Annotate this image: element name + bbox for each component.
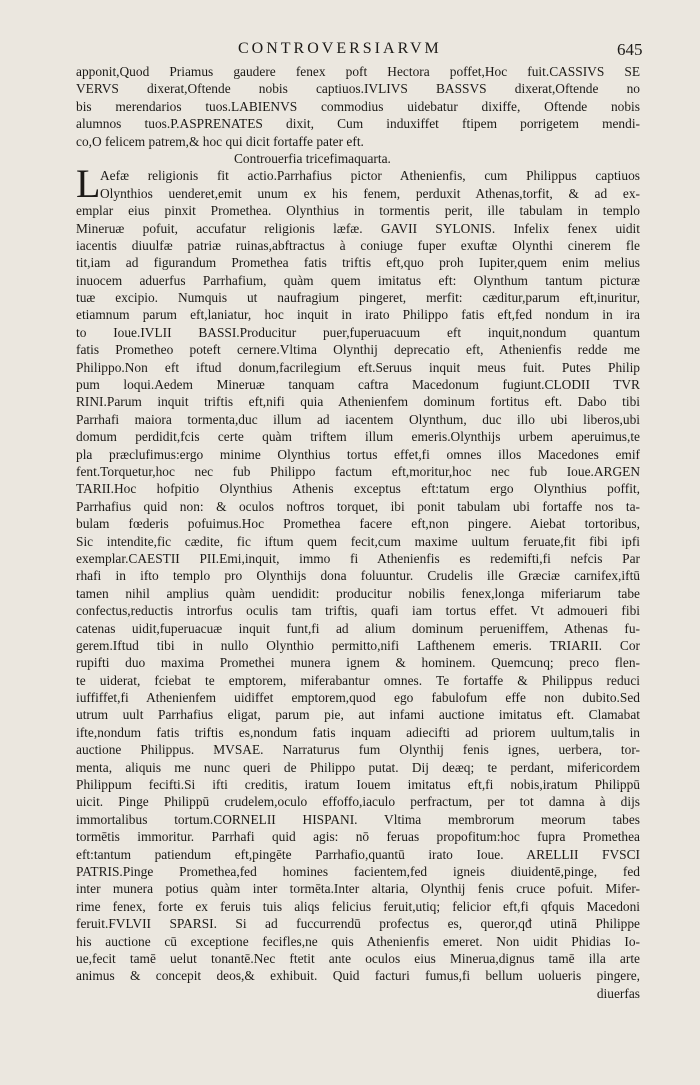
drop-cap: L <box>76 161 101 207</box>
text-line: auctione Philippus. MVSAE. Narraturus fum Olynthij fenis ignes, uerbera, tor- <box>76 742 640 758</box>
running-head: CONTROVERSIARVM <box>238 40 442 57</box>
text-line: co,O felicem patrem,& hoc qui dicit fortaffe pater eft. <box>76 133 364 149</box>
text-line: etiamnum parum eft,laniatur, hoc inquit in irato Philippo fatis eft,fed nondum in ira <box>76 307 640 323</box>
text-line: immortalibus tortum.CORNELII HISPANI. Vltima membrorum meorum tabes <box>76 811 640 827</box>
text-line: fatis Prometheo poteft cernere.Vltima Olynthij deprecatio eft, Athenienfis redde me <box>76 342 640 358</box>
text-line: Philippo.Non eft iftud donum,facrilegium eft.Seruus inquit meus fuit. Putes Philip <box>76 359 640 375</box>
text-line: gerem.Iftud tibi in nullo Olynthio permitto,nifi Lafthenem emeris. TRIARII. Cor <box>76 637 640 653</box>
text-line: inuocem aduerfus Parrhafium, quàm quem imitatus eft: Olynthum tantum picturæ <box>76 272 640 288</box>
text-line: ifte,nondum fatis triftis es,nondum fatis inquam adiecifti ad priorem uultum,talis in <box>76 724 640 740</box>
text-line: eft:tantum patiendum eft,pingēte Parrhafio,quantū irato Ioue. ARELLII FVSCI <box>76 846 640 862</box>
text-line: pla præclufimus:ergo minime Olynthius tortus effet,fi omnes illos Macedones emif <box>76 446 640 462</box>
text-line: feruit.FVLVII SPARSI. Si ad fuccurrendū profectus es, queror,qđ utinā Philippe <box>76 916 640 932</box>
text-line: uicit. Pinge Philippū crudelem,oculo effoffo,iaculo perfractum, per tot damna à dijs <box>76 794 640 810</box>
text-line: tamen nihil amplius quàm uendidit: producitur nobilis fenex,longa miferiarum tabe <box>76 585 640 601</box>
text-line: te uiderat, fciebat te emptorem, miferabantur omnes. Te fortaffe & Philippus reduci <box>76 672 640 688</box>
text-line: exemplar.CAESTII PII.Emi,inquit, immo fi Athenienfis es redemifti,fi nefcis Par <box>76 550 640 566</box>
text-line: rime fenex, forte ex feruis tuis aliqs felicius feruit,utiq; felicior eft,fi qfquis Macedoni <box>76 898 640 914</box>
page-number: 645 <box>617 40 643 59</box>
text-line: PATRIS.Pinge Promethea,fed homines facientem,fed igneis diuidentē,pinge, fed <box>76 863 640 879</box>
paragraph-lines <box>76 202 640 1002</box>
text-line: animus & concepit deos,& exhibuit. Quid facturi fumus,fi bellum uolueris pingere, <box>76 968 640 984</box>
text-line: Aefæ religionis fit actio.Parrhafius pictor Athenienfis, cum Philippus captiuos <box>100 168 640 184</box>
text-line: confectus,reductis introrfus oculis tam triftis, quafi iam tortus effet. Vt admoueri fibi <box>76 603 640 619</box>
text-line: Sic intendite,fic cædite, fic iftum quem fecit,cum maxime uultum feruate,fit fibi ipfi <box>76 533 640 549</box>
text-line: rupifti duo maxima Promethei munera ignem & hominem. Quemcunq; preco flen- <box>76 655 640 671</box>
text-line: iuffiffet,fi Athenienfem uidiffet emptorem,quod ego fabulofum effe non dubito.Sed <box>76 690 640 706</box>
text-line: TARII.Hoc hofpitio Olynthius Athenis exceptus eft:tatum ergo Olynthius poffit, <box>76 481 640 497</box>
text-line: catenas uidit,fuperuacuæ inquit funt,fi ad alium dominum perueniffem, Athenas fu- <box>76 620 640 636</box>
text-line: bis merendarios tuos.LABIENVS commodius uidebatur dixiffe, Oftende nobis <box>76 98 640 114</box>
body-text <box>76 63 640 1002</box>
text-line: rhafi in ifto templo pro Olynthijs dona foluuntur. Crudelis ille Græciæ carnifex,iftū <box>76 568 640 584</box>
text-line: apponit,Quod Priamus gaudere fenex poft Hectora poffet,Hoc fuit.CASSIVS SE <box>76 64 640 79</box>
text-line: Parrhafius quid non: & oculos noftros torquet, ibi ponit tabulam ubi fortaffe nos ta- <box>76 498 640 514</box>
text-line: tormētis immoritur. Parrhafi quid agis: nō feruas propofitum:hoc fupra Promethea <box>76 829 640 845</box>
text-line: menta, aliquis me nunc queri de Philippo putat. Dij deæq; te perdant, mifericordem <box>76 759 640 775</box>
text-line: RINI.Parum inquit triftis eft,nifi quia Athenienfem dominum fortitus eft. Dabo tibi <box>76 394 640 410</box>
text-line: inter munera potius quàm inter tormēta.Inter altaria, Olynthij fenis cruce pofuit. Mifer- <box>76 881 640 897</box>
text-line: tuæ excipio. Numquis ut naufragium pingeret, merfit: cæditur,parum eft,inuritur, <box>76 290 640 306</box>
text-line: Olynthios uenderet,emit unum ex his fenem, perduxit Athenas,torfit, & ad ex- <box>100 185 640 201</box>
text-line: his auctione cū exceptione fecifles,ne quis Athenienfis emeret. Non uidit Phidias Io- <box>76 933 640 949</box>
section-heading: Controuerfia tricefimaquarta. <box>234 150 391 166</box>
drop-cap-lines <box>76 161 640 207</box>
text-line: ue,fecit tamē uelut tonantē.Nec ftetit ante oculos eius Minerua,dignus tamē illa arte <box>76 950 640 966</box>
text-line: utrum uult Parrhafius eligat, parum pie, aut infami auctione imitatus eft. Clamabat <box>76 707 640 723</box>
text-line: domum perdidit,fcis certe quàm triftem illum emeris.Olynthijs urbem aperuimus,te <box>76 429 640 445</box>
text-line: tit,iam ad figurandum Promethea fatis triftis eft,quo proh Iupiter,quem enim melius <box>76 255 640 271</box>
intro-paragraph <box>76 63 640 150</box>
text-line: alumnos tuos.P.ASPRENATES dixit, Cum induxiffet ftipem porrigetem mendi- <box>76 116 640 132</box>
text-line: to Ioue.IVLII BASSI.Producitur puer,fuperuacuum eft inquit,nondum quantum <box>76 324 640 340</box>
text-line: iacentis diuulfæ patriæ ruinas,abftractus à coniuge fuper exuftæ Olynthi cinerem fle <box>76 237 640 253</box>
text-line: bulam fœderis pofuimus.Hoc Promethea facere eft,non pingere. Aiebat tortoribus, <box>76 516 640 532</box>
controversia-paragraph <box>76 161 640 1002</box>
page-header <box>0 38 700 62</box>
catchword: diuerfas <box>596 985 640 1001</box>
text-line: VERVS dixerat,Oftende nobis captiuos.IVLIVS BASSVS dixerat,Oftende no <box>76 81 640 97</box>
text-line: Philippum fecifti.Si ifti creditis, iratum Iouem imitatus eft,fi nobis,iratum Philippū <box>76 777 640 793</box>
text-line: Parrhafi maiora tormenta,duc illum ad iacentem Olynthum, duc illo ubi liberos,ubi <box>76 411 640 427</box>
text-line: fent.Torquetur,hoc nec fub Philippo factum eft,moritur,hoc nec fub Ioue.ARGEN <box>76 463 640 479</box>
text-line: pum loqui.Aedem Mineruæ tanquam caftra Macedonum fugiunt.CLODII TVR <box>76 377 640 393</box>
text-line: Mineruæ pofuit, accufatur religionis læfæ. GAVII SYLONIS. Infelix fenex uidit <box>76 220 640 236</box>
text-line: emplar eius pinxit Promethea. Olynthius in tormentis perit, ille tabulam in templo <box>76 203 640 219</box>
